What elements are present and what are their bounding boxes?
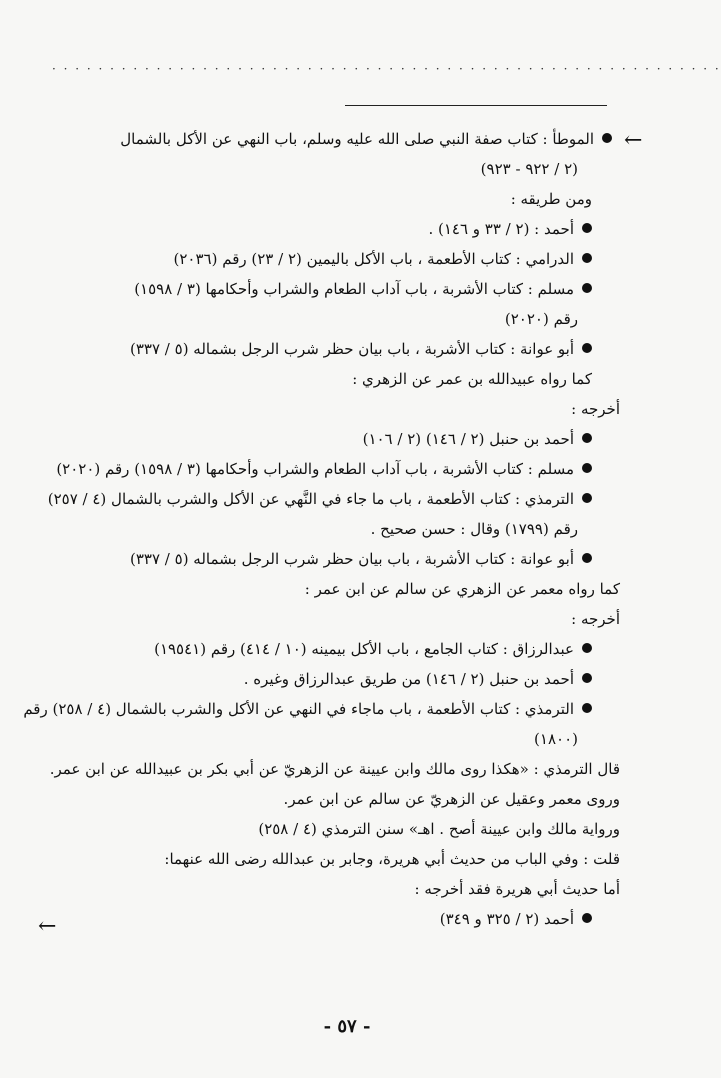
text-line: (١٨٠٠): [534, 730, 578, 748]
page-number: - ٥٧ -: [323, 1016, 371, 1037]
text-line: أحمد بن حنبل (٢ / ١٤٦) من طريق عبدالرزاق وغيره .: [42, 664, 612, 694]
text-line: مسلم : كتاب الأشربة ، باب آداب الطعام والشراب وأحكامها (٣ / ١٥٩٨): [42, 274, 612, 304]
text-line: أبو عوانة : كتاب الأشربة ، باب بيان حظر شرب الرجل بشماله (٥ / ٣٣٧): [42, 334, 612, 364]
text-line: قال الترمذي : «هكذا روى مالك وابن عيينة عن الزهريّ عن أبي بكر بن عبيدالله عن ابن عمر.: [49, 760, 620, 778]
text-line: أخرجه :: [571, 400, 620, 418]
bullet-icon: [582, 673, 592, 683]
text-line: أبو عوانة : كتاب الأشربة ، باب بيان حظر شرب الرجل بشماله (٥ / ٣٣٧): [42, 544, 612, 574]
header-dotted-rule: · · · · · · · · · · · · · · · · · · · · · · · · · · · · · · · · · · · · · · · · · · · · · · · · · · · · · · · · · ·: [52, 62, 721, 76]
left-arrow-icon: ←: [624, 128, 643, 153]
bullet-icon: [582, 463, 592, 473]
bullet-icon: [582, 553, 592, 563]
text-line: رقم (٢٠٢٠): [504, 310, 578, 328]
bullet-icon: [582, 493, 592, 503]
bullet-icon: [582, 223, 592, 233]
text-line: أما حديث أبي هريرة فقد أخرجه :: [414, 880, 620, 898]
text-line: كما رواه معمر عن الزهري عن سالم عن ابن عمر :: [304, 580, 620, 598]
text-line: الموطأ : كتاب صفة النبي صلى الله عليه وسلم، باب النهي عن الأكل بالشمال: [42, 124, 612, 154]
text-line: ورواية مالك وابن عيينة أصح . اهـ» سنن الترمذي (٤ / ٢٥٨): [258, 820, 620, 838]
text-line: كما رواه عبيدالله بن عمر عن الزهري :: [352, 370, 592, 388]
text-line: أخرجه :: [571, 610, 620, 628]
text-line: أحمد : (٢ / ٣٣ و ١٤٦) .: [42, 214, 612, 244]
bullet-icon: [582, 253, 592, 263]
bullet-icon: [582, 643, 592, 653]
text-line: الترمذي : كتاب الأطعمة ، باب ما جاء في النَّهي عن الأكل والشرب بالشمال (٤ / ٢٥٧): [42, 484, 612, 514]
text-line: رقم (١٧٩٩) وقال : حسن صحيح .: [370, 520, 578, 538]
bullet-icon: [582, 913, 592, 923]
left-arrow-icon: ←: [38, 914, 57, 939]
text-line: الترمذي : كتاب الأطعمة ، باب ماجاء في النهي عن الأكل والشرب بالشمال (٤ / ٢٥٨) رقم: [42, 694, 612, 724]
text-line: وروى معمر وعقيل عن الزهريّ عن سالم عن ابن عمر.: [283, 790, 620, 808]
bullet-icon: [602, 133, 612, 143]
bullet-icon: [582, 283, 592, 293]
text-line: أحمد بن حنبل (٢ / ١٤٦) (٢ / ١٠٦): [42, 424, 612, 454]
bullet-icon: [582, 703, 592, 713]
text-line: (٢ / ٩٢٢ - ٩٢٣): [480, 160, 578, 178]
text-line: ومن طريقه :: [510, 190, 592, 208]
text-line: مسلم : كتاب الأشربة ، باب آداب الطعام والشراب وأحكامها (٣ / ١٥٩٨) رقم (٢٠٢٠): [42, 454, 612, 484]
bullet-icon: [582, 433, 592, 443]
text-line: عبدالرزاق : كتاب الجامع ، باب الأكل بيمينه (١٠ / ٤١٤) رقم (١٩٥٤١): [42, 634, 612, 664]
bullet-icon: [582, 343, 592, 353]
text-line: قلت : وفي الباب من حديث أبي هريرة، وجابر بن عبدالله رضى الله عنهما:: [164, 850, 620, 868]
text-line: أحمد (٢ / ٣٢٥ و ٣٤٩): [42, 904, 612, 934]
footnote-separator-line: [345, 105, 607, 106]
text-line: الدرامي : كتاب الأطعمة ، باب الأكل باليمين (٢ / ٢٣) رقم (٢٠٣٦): [42, 244, 612, 274]
document-body: [23, 124, 620, 934]
